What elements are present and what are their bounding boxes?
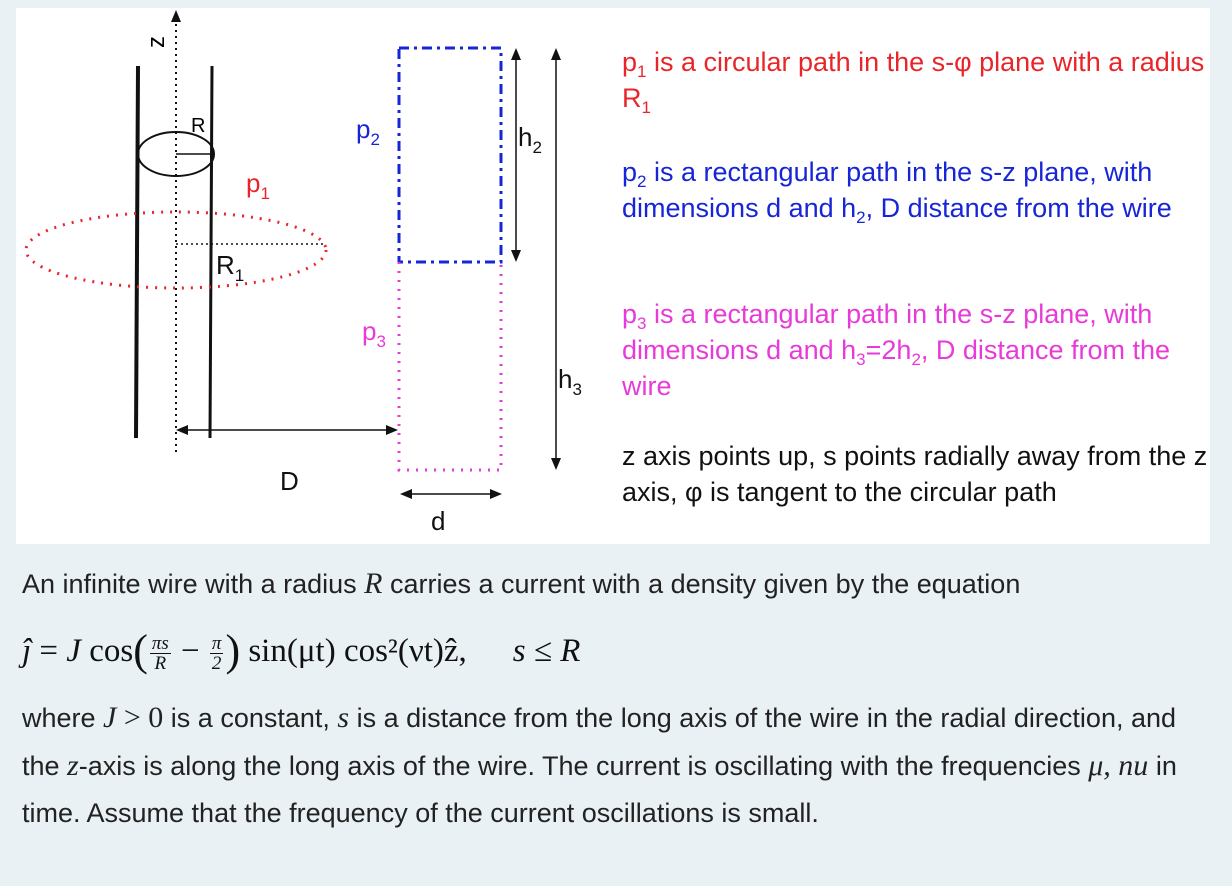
z-axis-arrowhead xyxy=(171,10,181,22)
arrow-h2-head-bottom xyxy=(511,250,521,262)
wire-right-edge xyxy=(210,66,212,438)
arrow-h3-head-bottom xyxy=(551,458,561,470)
label-p1: $p_1$ xyxy=(246,168,270,203)
arrow-d-head-right xyxy=(490,489,502,499)
note-p1: $p_1$ is a circular path in the s-φ plane with a radius $R_1$ xyxy=(622,47,1205,117)
arrow-h3-head-top xyxy=(551,48,561,60)
note-axes: z axis points up, s points radially away from the z axis, φ is tangent to the circular path xyxy=(622,441,1208,507)
label-R: R xyxy=(191,115,206,137)
path-p2 xyxy=(399,48,501,262)
problem-body: where J > 0 is a constant, s is a distance from the long axis of the wire in the radial direction, and the z-axis is along the long axis of the wire. The current is oscillating with the frequencies μ, nu in time. Assume that the frequency of the current oscillations is small. xyxy=(22,701,1177,828)
path-p3 xyxy=(399,262,501,470)
wire-left-edge xyxy=(136,66,138,438)
label-z: z xyxy=(143,36,170,48)
label-D: D xyxy=(280,466,299,496)
label-h2: $h_2$ xyxy=(518,122,542,157)
figure xyxy=(16,8,1210,544)
note-p2: $p_2$ is a rectangular path in the s-z plane, with dimensions d and $h_2$, D distance from the wire xyxy=(622,157,1172,227)
arrow-h2-head-top xyxy=(511,48,521,60)
current-density-equation: ĵ = J cos( $\frac{\pi s}{R}$ − $\frac{\pi}{2}$ ) sin(μt) cos²(νt)ẑ, s ≤ R xyxy=(22,626,581,675)
label-p3: $p_3$ xyxy=(362,316,386,351)
label-p2: $p_2$ xyxy=(356,114,380,149)
label-R1: $R_1$ xyxy=(216,250,245,285)
arrow-D-head-right xyxy=(386,425,398,435)
arrow-D-head-left xyxy=(176,425,188,435)
label-d: d xyxy=(431,506,446,536)
label-h3: $h_3$ xyxy=(558,364,582,399)
note-p3: $p_3$ is a rectangular path in the s-z plane, with dimensions d and $h_3=2h_2$, D distance from the wire xyxy=(622,299,1171,401)
arrow-d-head-left xyxy=(400,489,412,499)
problem-intro: An infinite wire with a radius R carries a current with a density given by the equation xyxy=(22,567,1021,600)
